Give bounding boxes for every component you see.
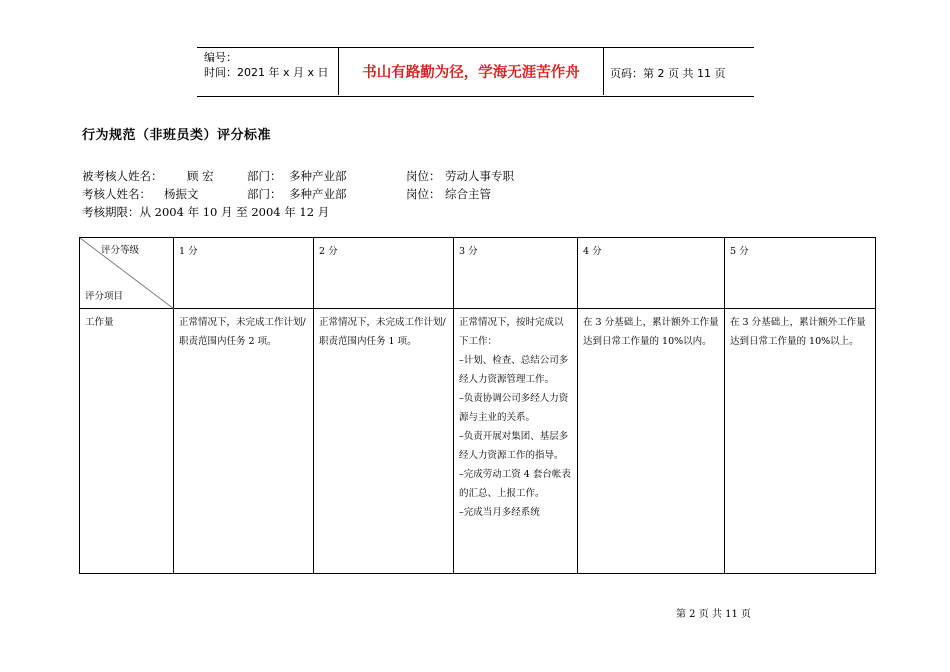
assessor-post-label: 岗位： [406, 187, 441, 201]
item-name: 工作量 [80, 309, 174, 574]
motto-text: 书山有路勤为径，学海无涯苦作舟 [362, 65, 580, 81]
assessee-post-label: 岗位： [406, 169, 441, 183]
header-meta [204, 50, 329, 80]
page-title: 行为规范（非班员类）评分标准 [82, 128, 272, 143]
level-header: 5 分 [725, 238, 876, 309]
number-label: 编号： [204, 51, 237, 64]
criteria-cell: 正常情况下，未完成工作计划/职责范围内任务 1 项。 [314, 309, 454, 574]
assessee-dept-value: 多种产业部 [289, 169, 347, 183]
header-bottom-rule [197, 96, 754, 97]
corner-cell [80, 238, 174, 309]
corner-item-label: 评分项目 [85, 291, 124, 302]
page-code: 页码：第 2 页 共 11 页 [610, 67, 726, 80]
page-footer: 第 2 页 共 11 页 [676, 609, 751, 620]
motto-box [338, 48, 604, 95]
assessor-name-value: 杨振文 [164, 187, 199, 201]
criteria-cell: 正常情况下，未完成工作计划/职责范围内任务 2 项。 [174, 309, 314, 574]
level-header: 4 分 [578, 238, 725, 309]
level-header: 3 分 [454, 238, 578, 309]
level-header: 2 分 [314, 238, 454, 309]
criteria-cell: 在 3 分基础上，累计额外工作量达到日常工作量的 10%以上。 [725, 309, 876, 574]
table-row [80, 309, 876, 574]
time-label: 时间：2021 年 x 月 x 日 [204, 66, 329, 79]
assessee-name-value: 顾 宏 [187, 169, 214, 183]
criteria-cell: 正常情况下，按时完成以下工作： –计划、检查、总结公司多经人力资源管理工作。 –负责协调公司多经人力资源与主业的关系。 –负责开展对集团、基层多经人力资源工作的指导。 –完成劳动工资 4 套台帐表的汇总、上报工作。 –完成当月多经系统 [454, 309, 578, 574]
assessee-post-value: 劳动人事专职 [445, 169, 514, 183]
assessor-dept-label: 部门： [247, 187, 282, 201]
level-header: 1 分 [174, 238, 314, 309]
corner-level-label: 评分等级 [100, 245, 139, 256]
assessor-name-label: 考核人姓名： [82, 187, 151, 201]
criteria-cell: 在 3 分基础上，累计额外工作量达到日常工作量的 10%以内。 [578, 309, 725, 574]
assessor-post-value: 综合主管 [445, 187, 491, 201]
assessee-dept-label: 部门： [247, 169, 282, 183]
assessor-dept-value: 多种产业部 [289, 187, 347, 201]
table-header-row [80, 238, 876, 309]
assessment-period: 考核期限：从 2004 年 10 月 至 2004 年 12 月 [82, 205, 330, 219]
assessee-name-label: 被考核人姓名： [82, 169, 163, 183]
scoring-table [79, 237, 876, 574]
